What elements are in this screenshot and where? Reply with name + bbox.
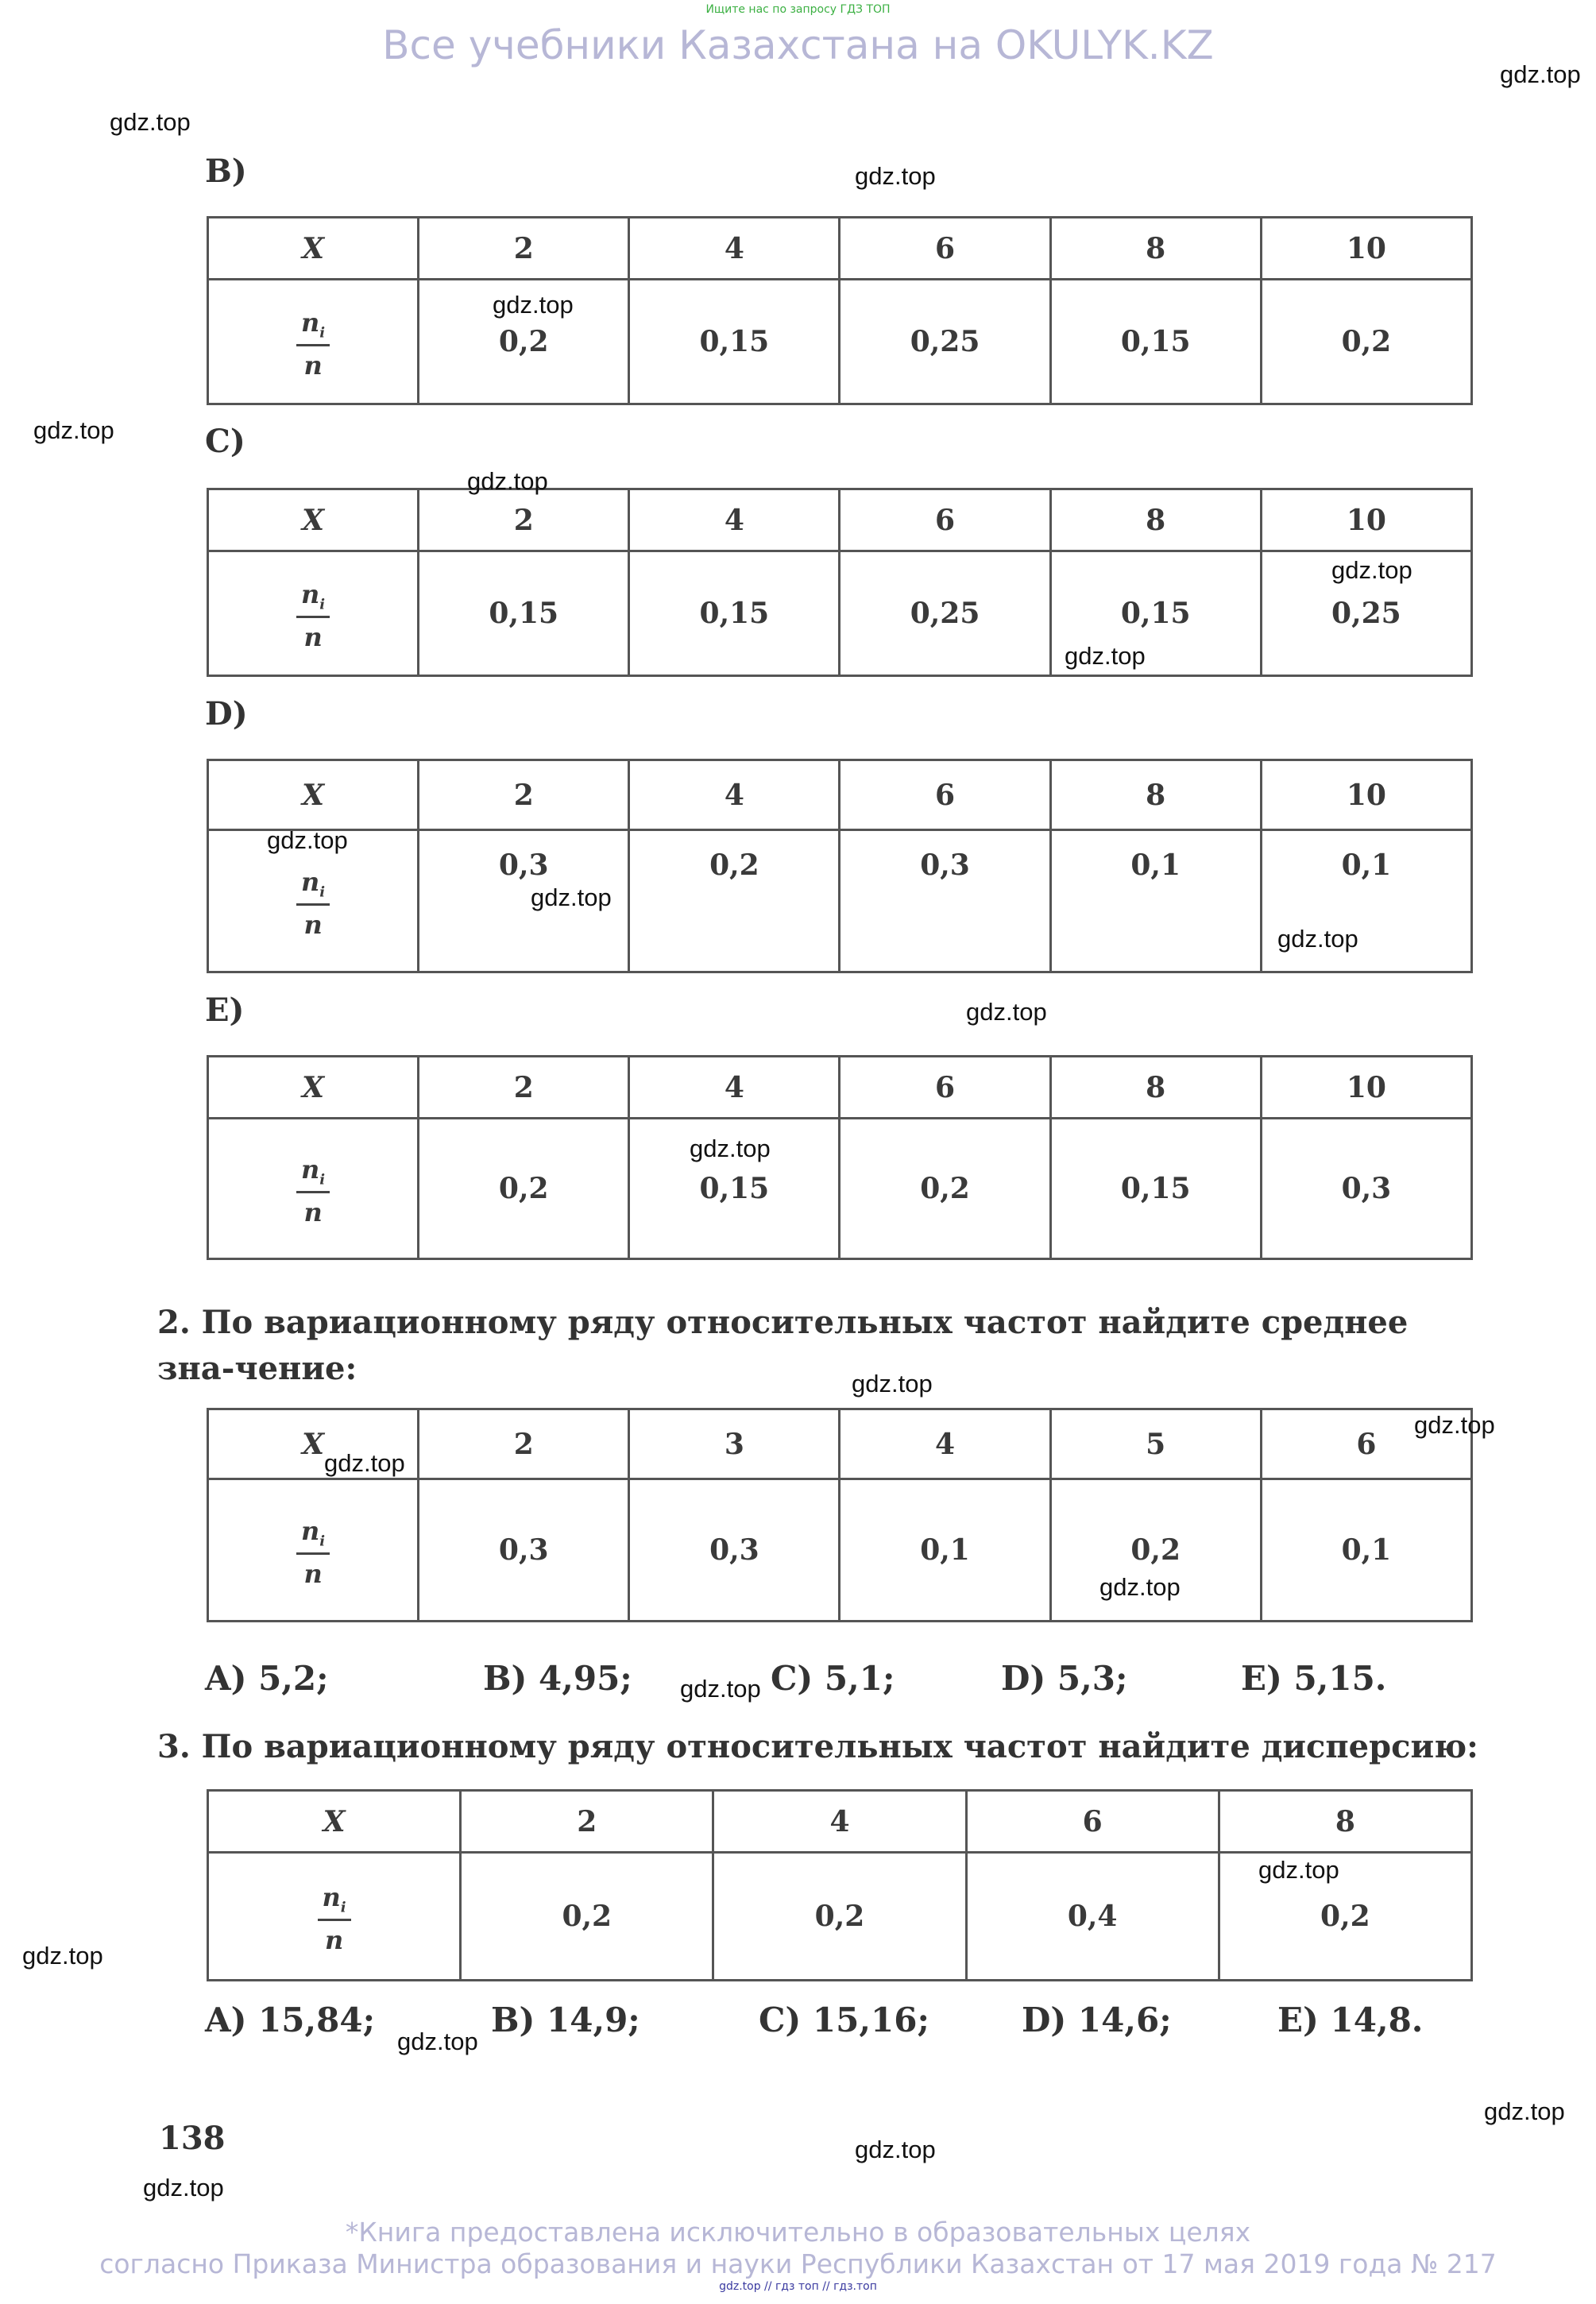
page-number: 138 bbox=[159, 2120, 226, 2157]
x-value: 4 bbox=[629, 760, 840, 830]
x-value: 4 bbox=[629, 1057, 840, 1119]
watermark: gdz.top bbox=[397, 2028, 478, 2055]
option-c-label: C) bbox=[205, 423, 245, 460]
freq-value: 0,3 bbox=[1261, 1119, 1471, 1259]
freq-value: 0,2 bbox=[1261, 280, 1471, 404]
x-value: 2 bbox=[461, 1791, 713, 1853]
watermark: gdz.top bbox=[22, 1942, 103, 1970]
x-header: X bbox=[208, 218, 419, 280]
x-header: X bbox=[208, 489, 419, 551]
x-value: 6 bbox=[840, 760, 1050, 830]
watermark: gdz.top bbox=[1414, 1411, 1495, 1439]
freq-value: 0,1 bbox=[1050, 830, 1261, 972]
x-value: 2 bbox=[419, 760, 629, 830]
x-value: 8 bbox=[1050, 1057, 1261, 1119]
freq-value: 0,25 bbox=[840, 280, 1050, 404]
x-value: 3 bbox=[629, 1409, 840, 1479]
fraction-ni-n: $\frac{n_i}{n}$ bbox=[296, 1157, 330, 1224]
freq-value: 0,25 bbox=[840, 551, 1050, 676]
x-value: 2 bbox=[419, 1409, 629, 1479]
x-value: 6 bbox=[840, 1057, 1050, 1119]
x-value: 4 bbox=[713, 1791, 966, 1853]
option-d-label: D) bbox=[205, 695, 248, 733]
x-value: 10 bbox=[1261, 1057, 1471, 1119]
freq-value: 0,2 bbox=[1219, 1853, 1471, 1981]
x-value: 2 bbox=[419, 489, 629, 551]
freq-value: 0,15 bbox=[629, 551, 840, 676]
watermark: gdz.top bbox=[467, 467, 548, 495]
freq-value: 0,2 bbox=[419, 1119, 629, 1259]
watermark: gdz.top bbox=[852, 1370, 933, 1397]
freq-value: 0,3 bbox=[419, 830, 629, 972]
answer-d: D) 14,6; bbox=[1022, 2001, 1172, 2039]
freq-value: 0,2 bbox=[461, 1853, 713, 1981]
watermark: gdz.top bbox=[690, 1135, 771, 1162]
option-b-table bbox=[207, 216, 1473, 405]
freq-value: 0,3 bbox=[629, 1479, 840, 1622]
watermark: gdz.top bbox=[1500, 60, 1581, 88]
x-value: 10 bbox=[1261, 489, 1471, 551]
freq-value: 0,1 bbox=[1261, 830, 1471, 972]
freq-value: 0,2 bbox=[419, 280, 629, 404]
site-title: Все учебники Казахстана на OKULYK.KZ bbox=[382, 22, 1214, 68]
x-value: 6 bbox=[1261, 1409, 1471, 1479]
x-header: X bbox=[208, 760, 419, 830]
freq-value: 0,15 bbox=[419, 551, 629, 676]
freq-value: 0,2 bbox=[713, 1853, 966, 1981]
task-2-table bbox=[207, 1408, 1473, 1622]
x-header: X bbox=[208, 1791, 461, 1853]
x-value: 4 bbox=[840, 1409, 1050, 1479]
freq-value: 0,2 bbox=[840, 1119, 1050, 1259]
watermark: gdz.top bbox=[110, 108, 191, 136]
freq-value: 0,15 bbox=[629, 280, 840, 404]
x-value: 8 bbox=[1050, 489, 1261, 551]
relative-frequency-header bbox=[208, 1479, 419, 1622]
answer-a: A) 15,84; bbox=[205, 2001, 376, 2039]
answer-c: C) 5,1; bbox=[771, 1659, 895, 1698]
answer-d: D) 5,3; bbox=[1001, 1659, 1128, 1698]
watermark: gdz.top bbox=[966, 998, 1047, 1026]
answer-c: C) 15,16; bbox=[759, 2001, 929, 2039]
relative-frequency-header bbox=[208, 1119, 419, 1259]
x-value: 2 bbox=[419, 1057, 629, 1119]
freq-value: 0,15 bbox=[1050, 1119, 1261, 1259]
fraction-ni-n: $\frac{n_i}{n}$ bbox=[296, 582, 330, 649]
top-search-note: Ищите нас по запросу ГДЗ ТОП bbox=[705, 3, 891, 16]
watermark: gdz.top bbox=[33, 416, 114, 444]
fraction-ni-n: $\frac{n_i}{n}$ bbox=[296, 1518, 330, 1586]
x-value: 8 bbox=[1050, 218, 1261, 280]
option-e-table bbox=[207, 1055, 1473, 1260]
relative-frequency-header bbox=[208, 1853, 461, 1981]
x-header: X bbox=[208, 1057, 419, 1119]
freq-value: 0,3 bbox=[840, 830, 1050, 972]
watermark: gdz.top bbox=[855, 2136, 936, 2163]
task-2-text: 2. По вариационному ряду относительных частот найдите среднее зна-чение: bbox=[157, 1304, 1409, 1387]
x-value: 10 bbox=[1261, 760, 1471, 830]
task-3-text: 3. По вариационному ряду относительных частот найдите дисперсию: bbox=[157, 1728, 1478, 1765]
x-value: 6 bbox=[840, 489, 1050, 551]
relative-frequency-header bbox=[208, 280, 419, 404]
footer-line-2: согласно Приказа Министра образования и науки Республики Казахстан от 17 мая 2019 года № 217 bbox=[99, 2248, 1497, 2279]
freq-value: 0,4 bbox=[966, 1853, 1219, 1981]
watermark: gdz.top bbox=[1331, 556, 1412, 584]
watermark: gdz.top bbox=[1277, 925, 1358, 953]
bottom-note: gdz.top // гдз топ // гдз.топ bbox=[719, 2280, 877, 2293]
fraction-ni-n: $\frac{n_i}{n}$ bbox=[296, 310, 330, 377]
watermark: gdz.top bbox=[1099, 1573, 1181, 1601]
task-3-table bbox=[207, 1789, 1473, 1981]
freq-value: 0,1 bbox=[1261, 1479, 1471, 1622]
x-value: 4 bbox=[629, 489, 840, 551]
option-e-label: E) bbox=[205, 992, 245, 1029]
watermark: gdz.top bbox=[680, 1675, 761, 1703]
freq-value: 0,3 bbox=[419, 1479, 629, 1622]
freq-value: 0,2 bbox=[1050, 1479, 1261, 1622]
watermark: gdz.top bbox=[267, 826, 348, 854]
watermark: gdz.top bbox=[143, 2174, 224, 2202]
freq-value: 0,15 bbox=[1050, 551, 1261, 676]
answer-a: A) 5,2; bbox=[205, 1659, 329, 1698]
freq-value: 0,15 bbox=[1050, 280, 1261, 404]
x-value: 8 bbox=[1219, 1791, 1471, 1853]
x-value: 10 bbox=[1261, 218, 1471, 280]
freq-value: 0,1 bbox=[840, 1479, 1050, 1622]
answer-b: B) 14,9; bbox=[491, 2001, 640, 2039]
option-b-label: B) bbox=[205, 153, 247, 190]
fraction-ni-n: $\frac{n_i}{n}$ bbox=[318, 1885, 351, 1952]
x-value: 6 bbox=[840, 218, 1050, 280]
x-header: X bbox=[208, 1409, 419, 1479]
freq-value: 0,2 bbox=[629, 830, 840, 972]
watermark: gdz.top bbox=[324, 1449, 405, 1477]
footer-line-1: *Книга предоставлена исключительно в образовательных целях bbox=[345, 2217, 1251, 2248]
x-value: 4 bbox=[629, 218, 840, 280]
freq-value: 0,15 bbox=[629, 1119, 840, 1259]
watermark: gdz.top bbox=[855, 162, 936, 190]
x-value: 2 bbox=[419, 218, 629, 280]
x-value: 5 bbox=[1050, 1409, 1261, 1479]
option-c-table bbox=[207, 488, 1473, 677]
relative-frequency-header bbox=[208, 551, 419, 676]
fraction-ni-n: $\frac{n_i}{n}$ bbox=[296, 869, 330, 937]
watermark: gdz.top bbox=[1484, 2097, 1565, 2125]
freq-value: 0,25 bbox=[1261, 551, 1471, 676]
x-value: 6 bbox=[966, 1791, 1219, 1853]
watermark: gdz.top bbox=[1258, 1856, 1339, 1884]
watermark: gdz.top bbox=[1065, 642, 1146, 670]
watermark: gdz.top bbox=[531, 883, 612, 911]
watermark: gdz.top bbox=[493, 291, 574, 319]
answer-e: E) 14,8. bbox=[1277, 2001, 1424, 2039]
answer-b: B) 4,95; bbox=[483, 1659, 632, 1698]
x-value: 8 bbox=[1050, 760, 1261, 830]
answer-e: E) 5,15. bbox=[1241, 1659, 1387, 1698]
